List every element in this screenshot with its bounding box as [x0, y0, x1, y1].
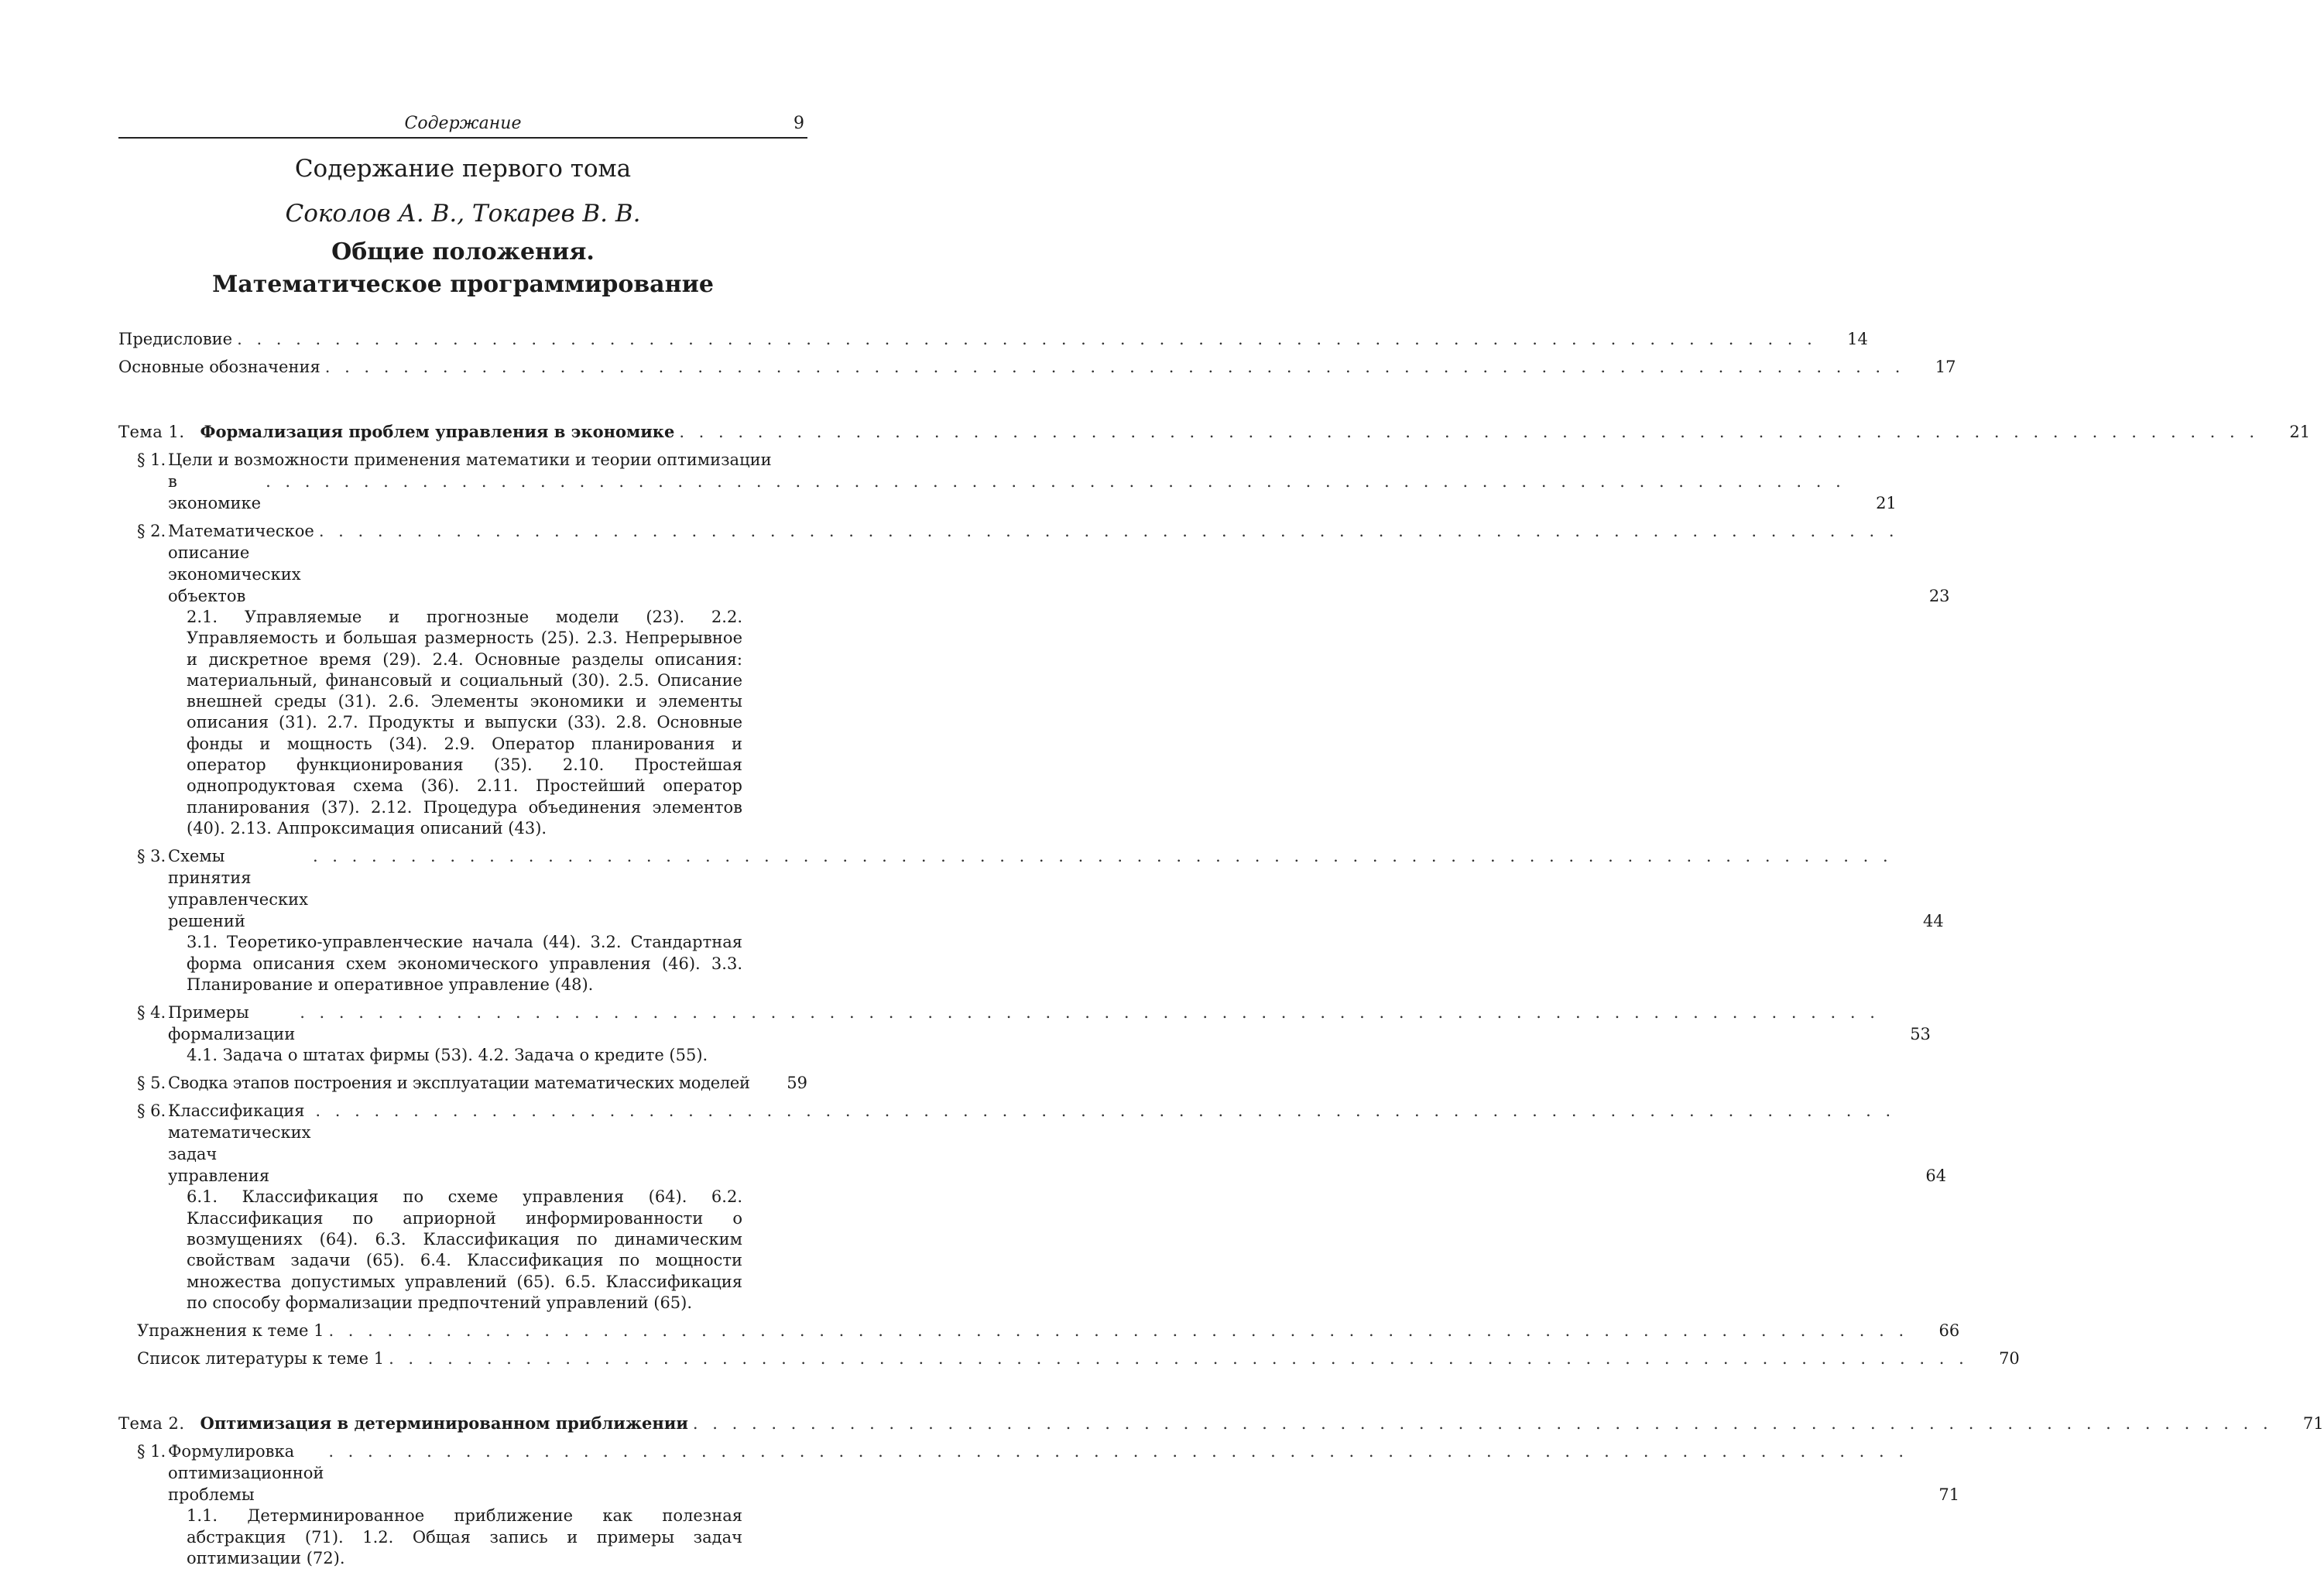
toc-page-number: 71	[1938, 1485, 1960, 1505]
subsection-list: 3.1. Теоретико-управленческие начала (44). 3.2. Стандартная форма описания схем экономического управления (46). 3.3. Планирование и оперативное управление (48).	[187, 933, 742, 994]
topic-title: Формализация проблем управления в экономике	[200, 422, 675, 441]
part-title	[118, 236, 807, 301]
toc-literature-1[interactable]	[137, 1348, 2020, 1369]
toc-page-number: 44	[1922, 912, 1944, 931]
running-header	[118, 112, 807, 139]
toc-section-1-1[interactable]	[137, 449, 1897, 514]
part-title-line2: Математическое программирование	[212, 271, 714, 298]
toc-page-number: 17	[1935, 358, 1956, 376]
toc-section-1-5[interactable]	[137, 1072, 807, 1094]
toc-topic-1[interactable]	[118, 421, 2311, 443]
toc-section-2-1[interactable]	[137, 1441, 1960, 1569]
table-of-contents	[118, 328, 2324, 1569]
topic-title: Оптимизация в детерминированном приближении	[200, 1413, 688, 1434]
toc-page-number: 53	[1910, 1025, 1931, 1044]
leader-dots	[300, 1002, 1880, 1023]
subsection-list: 6.1. Классификация по схеме управления (64). 6.2. Классификация по априорной информированности о возмущениях (64). 6.3. Классификация по динамическим свойствам задачи (65). 6.4. Классификация по мощности множества допустимых управлений (65). 6.5. Классификация по способу формализации предпочтений управлений (65).	[187, 1187, 742, 1312]
toc-page-number: 21	[2289, 423, 2311, 441]
toc-section-1-3[interactable]	[137, 845, 1944, 995]
leader-dots	[313, 845, 1893, 867]
topic-prefix: Тема 1.	[118, 423, 185, 441]
leader-dots	[328, 1320, 1908, 1341]
leader-dots	[319, 520, 1899, 542]
section-title-line2: в экономике	[168, 472, 262, 512]
subsection-list: 2.1. Управляемые и прогнозные модели (23). 2.2. Управляемость и большая размерность (25). 2.3. Непрерывное и дискретное время (29). 2.4. Основные разделы описания: материальный, финансовый и социальный (30). 2.5. Описание внешней среды (31). 2.6. Элементы экономики и элементы описания (31). 2.7. Продукты и выпуски (33). 2.8. Основные фонды и мощность (34). 2.9. Оператор планирования и оператор функционирования (35). 2.10. Простейшая однопродуктовая схема (36). 2.11. Простейший оператор планирования (37). 2.12. Процедура объединения элементов (40). 2.13. Аппроксимация описаний (43).	[187, 608, 742, 838]
toc-page-number: 21	[1876, 494, 1897, 512]
toc-page-number: 70	[1999, 1349, 2020, 1369]
running-title: Содержание	[404, 114, 522, 133]
section-title: Классификация математических задач управления	[168, 1101, 311, 1186]
section-title-line1: Цели и возможности применения математики и теории оптимизации	[168, 450, 772, 469]
toc-exercises-1[interactable]	[137, 1320, 1960, 1341]
section-title: Математическое описание экономических объектов	[168, 522, 314, 605]
toc-page-number: 23	[1928, 587, 1950, 605]
subsection-list: 1.1. Детерминированное приближение как полезная абстракция (71). 1.2. Общая запись и примеры задач оптимизации (72).	[187, 1506, 742, 1567]
subsection-list: 4.1. Задача о штатах фирмы (53). 4.2. Задача о кредите (55).	[187, 1046, 708, 1065]
volume-title: Содержание первого тома	[294, 155, 632, 183]
leader-dots	[693, 1413, 2273, 1434]
toc-page-number: 59	[787, 1074, 807, 1093]
toc-section-1-6[interactable]	[137, 1100, 1947, 1314]
leader-dots	[266, 471, 1846, 492]
section-number: § 4.	[137, 1003, 166, 1023]
toc-topic-2[interactable]	[118, 1413, 2324, 1434]
toc-entry-label: Список литературы к теме 1	[137, 1349, 385, 1369]
toc-page-number: 66	[1938, 1321, 1960, 1341]
section-title: Примеры формализации	[168, 1003, 296, 1044]
leader-dots	[389, 1348, 1969, 1369]
toc-section-1-2[interactable]	[137, 520, 1950, 839]
section-number: § 2.	[137, 522, 166, 540]
toc-entry-notation[interactable]	[118, 356, 1956, 378]
section-number: § 3.	[137, 847, 166, 866]
section-title: Формулировка оптимизационной проблемы	[168, 1442, 324, 1505]
toc-entry-preface[interactable]	[118, 328, 1868, 350]
leader-dots	[679, 421, 2259, 443]
leader-dots	[325, 356, 1905, 378]
leader-dots	[237, 328, 1817, 350]
section-number: § 6.	[137, 1101, 166, 1121]
toc-page-number: 64	[1925, 1166, 1947, 1186]
topic-prefix: Тема 2.	[118, 1414, 185, 1434]
section-number: § 1.	[137, 450, 166, 469]
toc-section-1-4[interactable]	[137, 1002, 1931, 1066]
authors: Соколов А. В., Токарев В. В.	[285, 200, 641, 228]
toc-entry-label: Упражнения к теме 1	[137, 1321, 324, 1341]
part-title-line1: Общие положения.	[331, 238, 595, 265]
toc-page-number: 71	[2302, 1414, 2324, 1434]
leader-dots	[315, 1100, 1895, 1122]
section-number: § 5.	[137, 1074, 166, 1093]
toc-entry-label: Предисловие	[118, 330, 233, 348]
section-number: § 1.	[137, 1442, 166, 1461]
section-title: Сводка этапов построения и эксплуатации математических моделей	[168, 1074, 750, 1093]
toc-entry-label: Основные обозначения	[118, 358, 320, 376]
leader-dots	[328, 1441, 1908, 1462]
toc-page-number: 14	[1847, 330, 1868, 348]
section-title: Схемы принятия управленческих решений	[168, 847, 308, 931]
page-number: 9	[794, 114, 804, 133]
